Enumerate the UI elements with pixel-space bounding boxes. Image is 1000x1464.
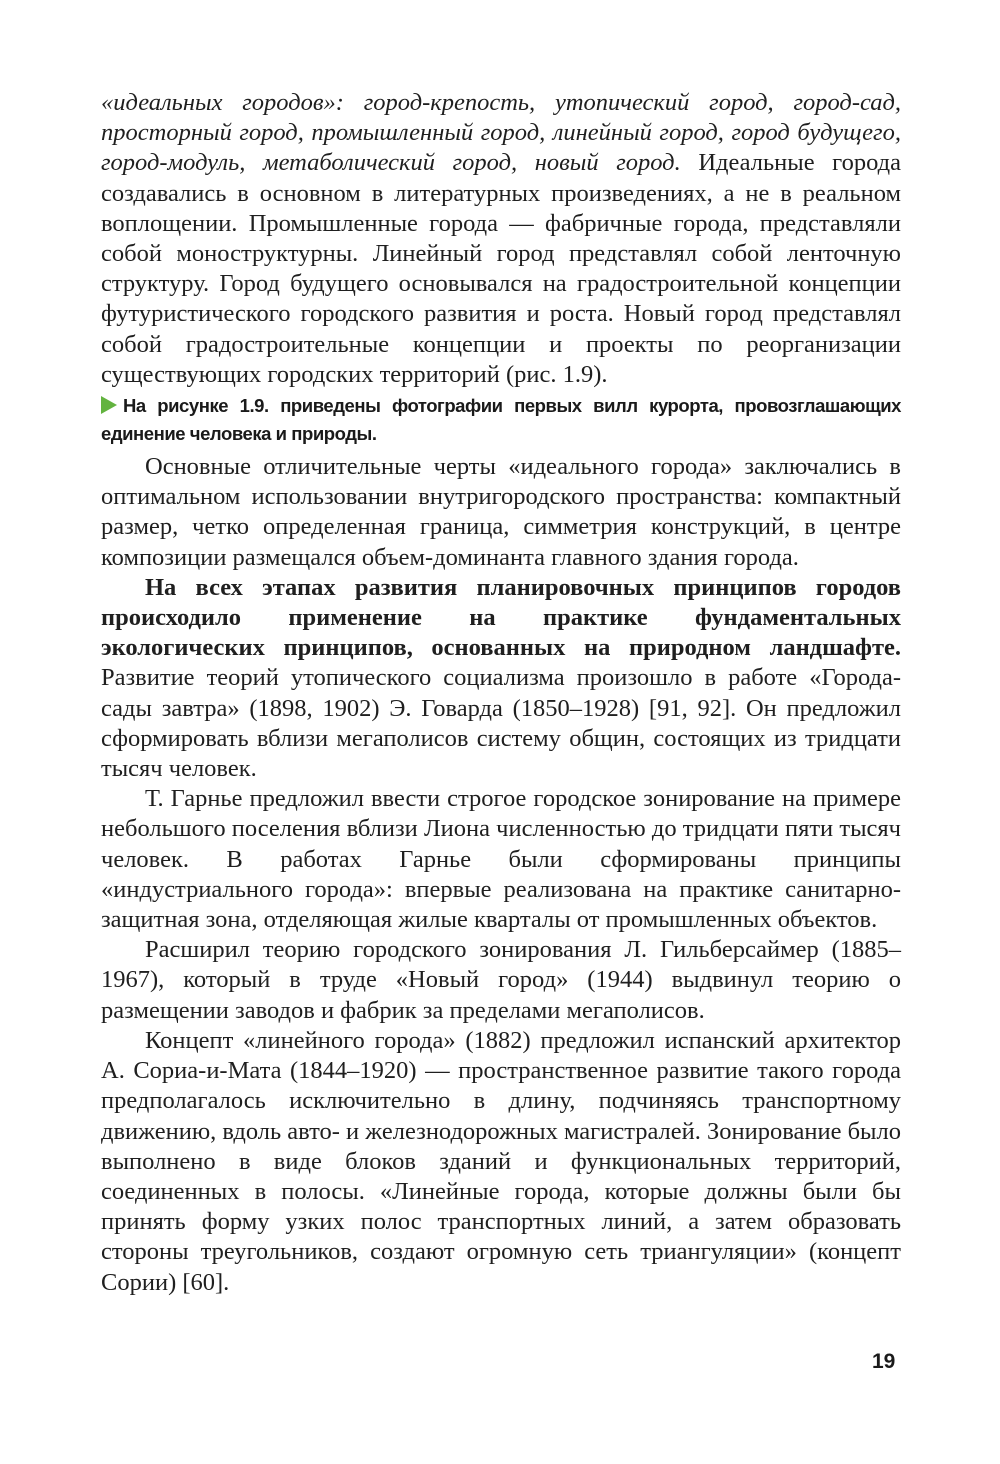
paragraph-hilberseimer: Расширил теорию городского зонирования Л. Гильберсаймер (1885–1967), который в труде «Новый город» (1944) выдвинул теорию о размещении заводов и фабрик за пределами мегаполисов. (101, 936, 901, 1024)
page-number: 19 (872, 1350, 896, 1373)
paragraph-ideal-city-features: Основные отличительные черты «идеального города» заключались в оптимальном использовании внутригородского пространства: компактный размер, четко определенная граница, симметрия конструкций, в центре композиции размещался объем-доминанта главного здания города. (101, 453, 901, 571)
paragraph-ecological-principles (101, 573, 901, 784)
paragraph-ideal-cities (101, 88, 901, 390)
paragraph-garnier: Т. Гарнье предложил ввести строгое городское зонирование на примере небольшого поселения вблизи Лиона численностью до тридцати пяти тысяч человек. В работах Гарнье были сформированы принципы «индустриального города»: впервые реализована на практике санитарно-защитная зона, отделяющая жилые кварталы от промышленных объектов. (101, 785, 901, 934)
figure-note-text: На рисунке 1.9. приведены фотографии первых вилл курорта, провозглашающих единение человека и природы. (101, 395, 901, 445)
figure-note (101, 392, 901, 448)
paragraph-ecological-principles-bold: На всех этапах развития планировочных принципов городов происходило применение на практике фундаментальных экологических принципов, основанных на природном ландшафте. (101, 573, 901, 662)
paragraph-linear-city: Концепт «линейного города» (1882) предложил испанский архитектор А. Сориа-и-Мата (1844–1920) — пространственное развитие такого города предполагалось исключительно в длину, подчиняясь транспортному движению, вдоль авто- и железнодорожных магистралей. Зонирование было выполнено в виде блоков зданий и функциональных территорий, соединенных в полосы. «Линейные города, которые должны были бы принять форму узких полос транспортных линий, а затем образовать стороны треугольников, создают огромную сеть триангуляции» (концепт Сории) [60]. (101, 1026, 901, 1296)
paragraph-ideal-cities-italic: «идеальных городов»: город-крепость, утопический город, город-сад, просторный город, промышленный город, линейный город, город будущего, город-модуль, метаболический город, новый город. (101, 89, 901, 177)
paragraph-ideal-cities-text: Идеальные города создавались в основном в литературных произведениях, а не в реальном воплощении. Промышленные города — фабричные города, представляли собой моноструктурны. Линейный город представлял собой ленточную структуру. Город будущего основывался на градостроительной концепции футуристического городского развития и роста. Новый город представлял собой градостроительные концепции и проекты по реорганизации существующих городских территорий (рис. 1.9). (101, 149, 902, 388)
paragraph-ecological-principles-text: Развитие теорий утопического социализма произошло в работе «Города-сады завтра» (1898, 1902) Э. Говарда (1850–1928) [91, 92]. Он предложил сформировать вблизи мегаполисов систему общин, состоящих из тридцати тысяч человек. (101, 664, 901, 783)
page-body (101, 88, 901, 1298)
triangle-arrow-icon (101, 396, 117, 414)
